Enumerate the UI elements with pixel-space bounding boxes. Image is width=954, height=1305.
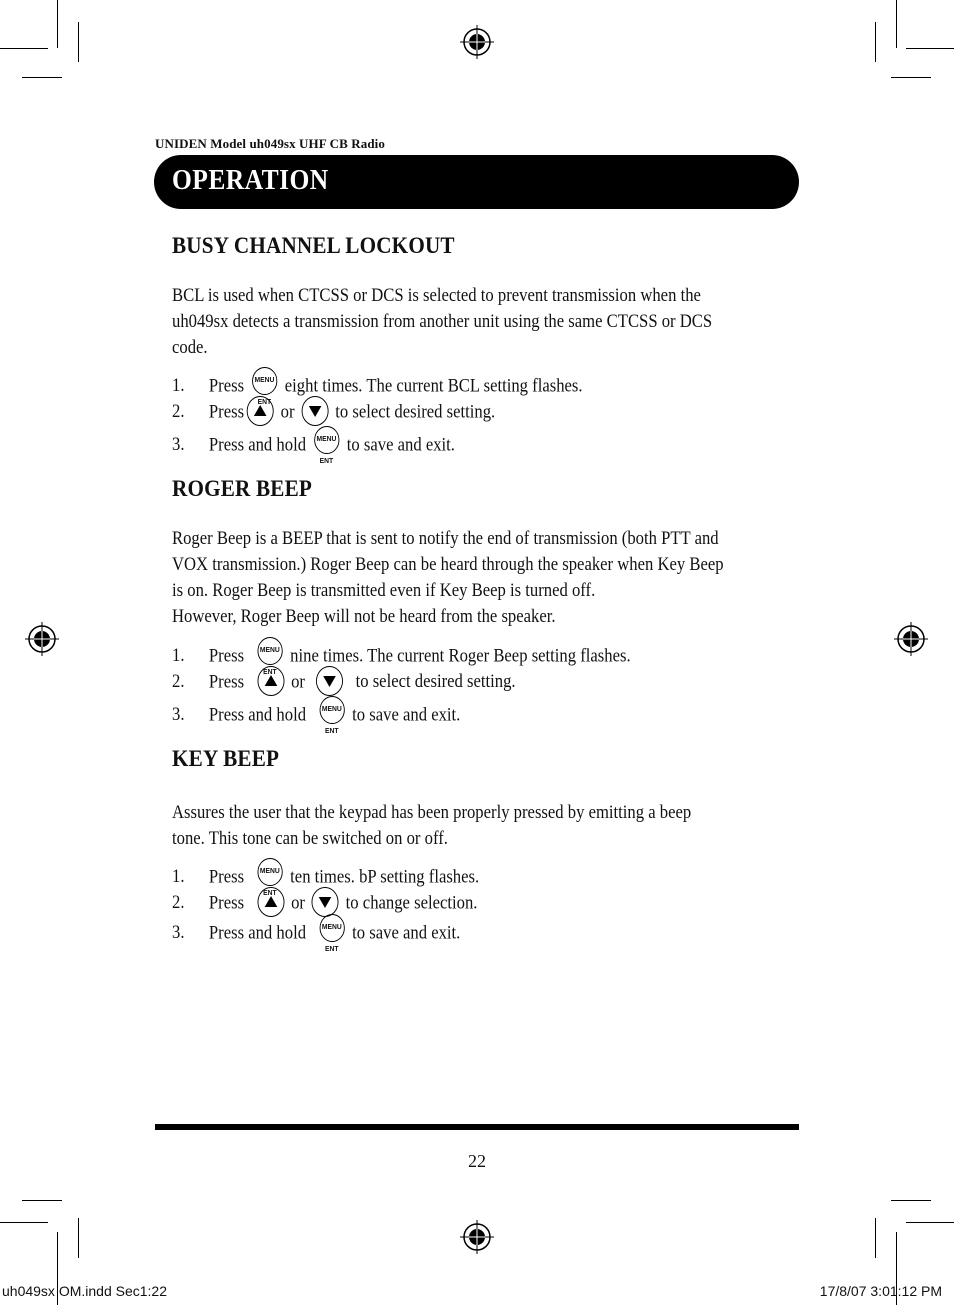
roger-step-3: [172, 702, 461, 735]
step-number: 1.: [172, 867, 185, 888]
menu-ent-button-icon: [252, 367, 277, 406]
registration-mark-icon: [25, 622, 59, 656]
ent-label: ENT: [325, 944, 339, 953]
step-number: 1.: [172, 376, 185, 397]
menu-ent-button-icon: [319, 914, 344, 953]
heading-key-beep: KEY BEEP: [172, 746, 280, 771]
page-number: 22: [468, 1151, 486, 1171]
print-slug-file: uh049sx OM.indd Sec1:22: [2, 1283, 167, 1299]
step-text: Press and hold: [208, 705, 307, 726]
step-text: Press: [208, 672, 245, 693]
bcl-step-2: [172, 398, 495, 428]
heading-busy-channel-lockout: BUSY CHANNEL LOCKOUT: [172, 233, 455, 258]
step-number: 1.: [172, 646, 185, 667]
step-text: Press: [208, 376, 245, 397]
up-arrow-icon: [257, 887, 284, 917]
step-text: to save and exit.: [346, 435, 455, 456]
registration-mark-icon: [894, 622, 928, 656]
text-line: code.: [172, 338, 208, 358]
roger-step-1: [172, 643, 631, 676]
step-text: to change selection.: [345, 893, 478, 914]
menu-label: MENU: [321, 704, 342, 713]
step-number: 2.: [172, 672, 185, 693]
text-line: Roger Beep is a BEEP that is sent to notify the end of transmission (both PTT and: [172, 529, 719, 549]
menu-label: MENU: [259, 645, 280, 654]
text-line: uh049sx detects a transmission from another unit using the same CTCSS or DCS: [172, 312, 713, 332]
bcl-description: [172, 283, 766, 361]
down-arrow-icon: [316, 666, 343, 696]
ent-label: ENT: [263, 888, 277, 897]
roger-description: [172, 526, 766, 630]
heading-roger-beep: ROGER BEEP: [172, 476, 312, 501]
down-arrow-icon: [312, 887, 339, 917]
menu-label: MENU: [254, 375, 275, 384]
running-header: UNIDEN Model uh049sx UHF CB Radio: [155, 136, 385, 151]
registration-mark-icon: [460, 25, 494, 59]
text-line: Assures the user that the keypad has been properly pressed by emitting a beep: [172, 803, 692, 823]
bcl-step-3: [172, 432, 455, 465]
menu-label: MENU: [316, 434, 337, 443]
ent-label: ENT: [319, 456, 334, 465]
step-number: 3.: [172, 923, 185, 944]
step-text: to select desired setting.: [335, 402, 496, 423]
menu-ent-button-icon: [257, 637, 282, 676]
roger-step-2: [172, 668, 516, 698]
menu-ent-button-icon: [319, 696, 344, 735]
section-title: OPERATION: [172, 164, 329, 196]
print-slug-timestamp: 17/8/07 3:01:12 PM: [819, 1283, 942, 1299]
menu-ent-button-icon: [314, 426, 339, 465]
step-text: Press: [208, 867, 245, 888]
step-text: Press: [208, 402, 245, 423]
ent-label: ENT: [325, 726, 339, 735]
step-text: Press: [208, 646, 245, 667]
keybeep-description: [172, 800, 766, 852]
up-arrow-icon: [257, 666, 284, 696]
text-line: is on. Roger Beep is transmitted even if Key Beep is turned off.: [172, 581, 596, 601]
step-text: Press and hold: [208, 435, 307, 456]
step-text: to select desired setting.: [355, 672, 516, 693]
menu-ent-button-icon: [257, 858, 282, 897]
step-text: to save and exit.: [352, 705, 461, 726]
step-number: 3.: [172, 705, 185, 726]
text-line: However, Roger Beep will not be heard from the speaker.: [172, 607, 556, 627]
text-line: VOX transmission.) Roger Beep can be heard through the speaker when Key Beep: [172, 555, 724, 575]
step-text: ten times. bP setting flashes.: [290, 867, 480, 888]
menu-label: MENU: [259, 866, 280, 875]
down-arrow-icon: [301, 396, 328, 426]
bcl-step-1: [172, 373, 583, 406]
text-line: tone. This tone can be switched on or off.: [172, 829, 448, 849]
up-arrow-icon: [247, 396, 274, 426]
step-text: or: [291, 893, 305, 914]
registration-mark-icon: [460, 1220, 494, 1254]
menu-label: MENU: [321, 922, 342, 931]
step-text: nine times. The current Roger Beep setting flashes.: [290, 646, 631, 667]
step-text: eight times. The current BCL setting flashes.: [284, 376, 583, 397]
step-text: to save and exit.: [352, 923, 461, 944]
ent-label: ENT: [263, 667, 277, 676]
section-banner: [154, 155, 799, 209]
step-number: 2.: [172, 402, 185, 423]
step-text: Press and hold: [208, 923, 307, 944]
footer-rule: [155, 1124, 799, 1130]
step-number: 2.: [172, 893, 185, 914]
step-text: or: [280, 402, 295, 423]
text-line: BCL is used when CTCSS or DCS is selected to prevent transmission when the: [172, 286, 701, 306]
step-number: 3.: [172, 435, 185, 456]
keybeep-step-2: [172, 889, 477, 919]
keybeep-step-3: [172, 920, 461, 953]
ent-label: ENT: [257, 397, 272, 406]
step-text: or: [291, 672, 305, 693]
step-text: Press: [208, 893, 245, 914]
